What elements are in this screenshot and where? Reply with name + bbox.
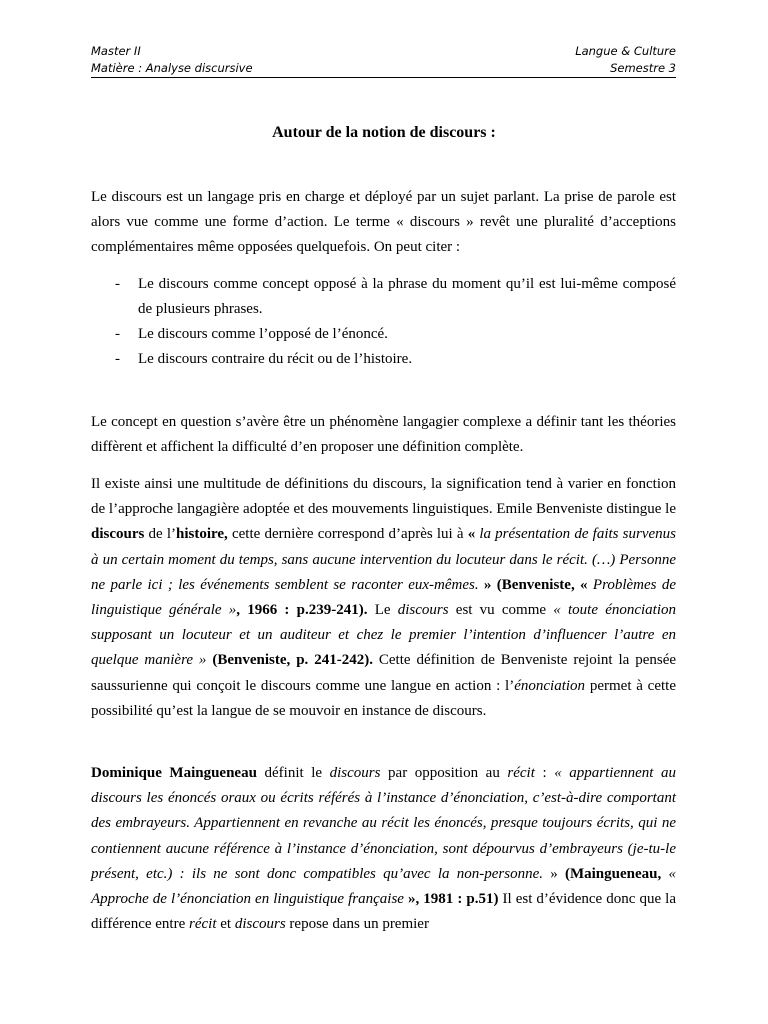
p4-text: définit le [256,765,330,781]
paragraph-4 [91,761,676,937]
term-discours-italic: discours [329,765,381,781]
maingueneau-quote: « appartiennent au discours les énoncés oraux ou écrits référés à l’instance d’énonciation, c’est-à-dire comportant des embrayeurs. Appartiennent en revanche au récit les énoncés, presque toujours écrits, qui ne contiennent aucune référence à l’instance d’énonciation, sont dépourvus d’embrayeurs (je-tu-le présent, etc.) : ils ne sont donc compatibles qu’avec la non-personne. [91,765,677,882]
page-header [91,43,676,79]
list-item-text: Le discours comme concept opposé à la phrase du moment qu’il est lui-même composé de plusieurs phrases. [138,276,676,317]
p4-text: repose dans un premier [285,916,429,933]
quote-open: « [467,526,476,543]
list-dash: - [115,276,120,292]
citation-ref: (Maingueneau, [564,865,662,882]
p3-text: de l’ [144,526,176,543]
header-course: Langue & Culture [575,44,676,58]
header-rule [91,77,676,78]
citation-ref: (Benveniste, « [496,576,588,593]
paragraph-2: Le concept en question s’avère être un phénomène langagier complexe a définir tant les théories diffèrent et affichent la difficulté d’en proposer une définition complète. [91,414,676,456]
author-name: Dominique Maingueneau [91,765,257,781]
list-item [91,322,676,347]
citation-title: « Approche de l’énonciation en linguistique française [91,865,676,908]
header-program: Master II [91,44,141,58]
p3-text: cette dernière correspond d’après lui à [227,526,468,543]
paragraph-3 [91,472,676,724]
list-item-text: Le discours comme l’opposé de l’énoncé. [138,326,388,342]
benveniste-quote: la présentation de faits survenus à un certain moment du temps, sans aucune intervention du locuteur dans le récit. (…) Personne ne parle ici ; les événements semblent se raconter eux-mêmes. [91,526,676,593]
p4-text: Il est d’évidence donc que la différence entre [91,891,676,933]
list-dash: - [115,326,120,342]
quote-close: » [542,865,558,882]
list-item [91,347,676,372]
term-discours: discours [91,526,145,543]
citation-ref: », 1981 : p.51) [403,891,499,908]
citation-ref: , 1966 : p.239-241). [236,602,368,619]
p4-text: et [216,916,235,933]
p3-text: permet à cette possibilité qu’est la langue de se mouvoir en instance de discours. [91,677,676,719]
benveniste-quote-2: « toute énonciation supposant un locuteur et un auditeur et chez le premier l’intention d’influencer l’autre en quelque manière » [91,602,677,669]
citation-ref: (Benveniste, p. 241-242). [212,652,373,669]
list-dash: - [115,351,120,367]
term-discours-italic: discours [397,602,449,619]
intro-paragraph: Le discours est un langage pris en charge et déployé par un sujet parlant. La prise de parole est alors vue comme une forme d’action. Le terme « discours » revêt une pluralité d’acceptions complémentaires même opposées quelquefois. On peut citer : [91,189,676,256]
p3-text: Cette définition de Benveniste rejoint la pensée saussurienne qui conçoit le discours comme une langue en action : l’ [91,652,677,694]
term-recit: récit [189,916,217,933]
header-semester: Semestre 3 [610,61,676,75]
document-title: Autour de la notion de discours : [272,124,496,141]
p4-text: : [534,765,555,781]
citation-title: Problèmes de linguistique générale » [91,576,677,619]
header-left [91,43,253,77]
header-right [575,43,676,77]
p3-text: Le [367,602,398,619]
list-item [91,272,676,322]
term-discours-italic: discours [234,916,286,933]
quote-close: » [478,576,492,593]
term-enonciation: énonciation [514,677,586,694]
term-histoire: histoire, [176,526,228,543]
definition-list [91,272,676,372]
p4-text: par opposition au [380,765,508,781]
header-subject: Matière : Analyse discursive [91,61,253,75]
p3-text: Il existe ainsi une multitude de définitions du discours, la signification tend à varier en fonction de l’approche langagière adoptée et des mouvements linguistiques. Emile Benveniste distingue le [91,476,676,518]
term-recit: récit [507,765,535,781]
p3-text: est vu comme [448,602,554,619]
list-item-text: Le discours contraire du récit ou de l’histoire. [138,351,413,367]
